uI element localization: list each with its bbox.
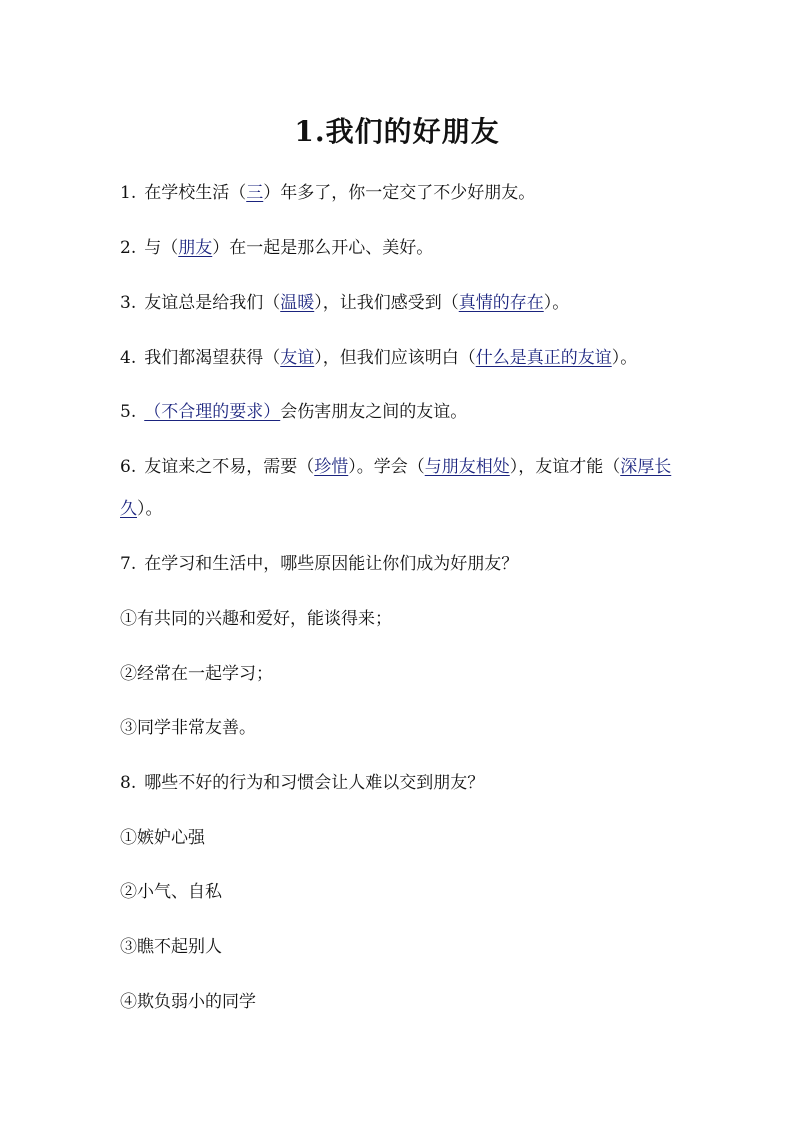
answer-blank: 友谊 [280,348,315,368]
question-text: ）。 [611,348,638,368]
question-5 [120,391,680,433]
list-item: ①嫉妒心强 [120,828,205,848]
question-text: ），但我们应该明白（ [314,348,476,368]
list-item: ③瞧不起别人 [120,937,222,957]
answer-blank: 什么是真正的友谊 [475,348,612,368]
question-number: 6. [120,457,137,477]
list-item: ④欺负弱小的同学 [120,992,256,1012]
answer-blank: 朋友 [178,238,213,258]
question-3 [120,282,680,324]
question-text: ）年多了，你一定交了不少好朋友。 [263,183,536,203]
question-1 [120,172,680,214]
question-number: 1. [120,183,137,203]
question-text: ）。学会（ [348,457,425,477]
answer-blank: 真情的存在 [458,293,544,313]
question-text: ）在一起是那么开心、美好。 [212,238,434,258]
list-item: ②小气、自私 [120,882,222,902]
question-number: 2. [120,238,137,258]
answer-blank: 深厚长久 [120,457,672,519]
list-item: ②经常在一起学习； [120,664,273,684]
answer-blank: 温暖 [280,293,315,313]
question-number: 4. [120,348,137,368]
question-text: 我们都渴望获得（ [144,348,281,368]
question-text: 在学校生活（ [144,183,247,203]
question-text: 哪些不好的行为和习惯会让人难以交到朋友？ [144,773,485,793]
answer-blank: 珍惜 [314,457,349,477]
answer-blank: 与朋友相处 [424,457,510,477]
answer-blank: 三 [246,183,264,203]
question-text: ），让我们感受到（ [314,293,459,313]
question-number: 5. [120,402,137,422]
question-6 [120,446,680,530]
question-8 [120,762,680,804]
question-text: 在学习和生活中，哪些原因能让你们成为好朋友？ [144,554,519,574]
question-text: 与（ [144,238,179,258]
question-text: 友谊来之不易，需要（ [144,457,315,477]
question-7 [120,543,680,585]
question-text: 会伤害朋友之间的友谊。 [280,402,468,422]
question-text: ）。 [543,293,570,313]
question-text: ），友谊才能（ [509,457,621,477]
question-number: 3. [120,293,137,313]
question-text: 友谊总是给我们（ [144,293,281,313]
list-item: ③同学非常友善。 [120,718,256,738]
question-text: ）。 [137,499,163,519]
page-title: 1.我们的好朋友 [294,115,500,148]
question-2 [120,227,680,269]
answer-blank: （不合理的要求） [144,402,281,422]
question-4 [120,337,680,379]
question-number: 8. [120,773,137,793]
list-item: ①有共同的兴趣和爱好，能谈得来； [120,609,392,629]
question-number: 7. [120,554,137,574]
